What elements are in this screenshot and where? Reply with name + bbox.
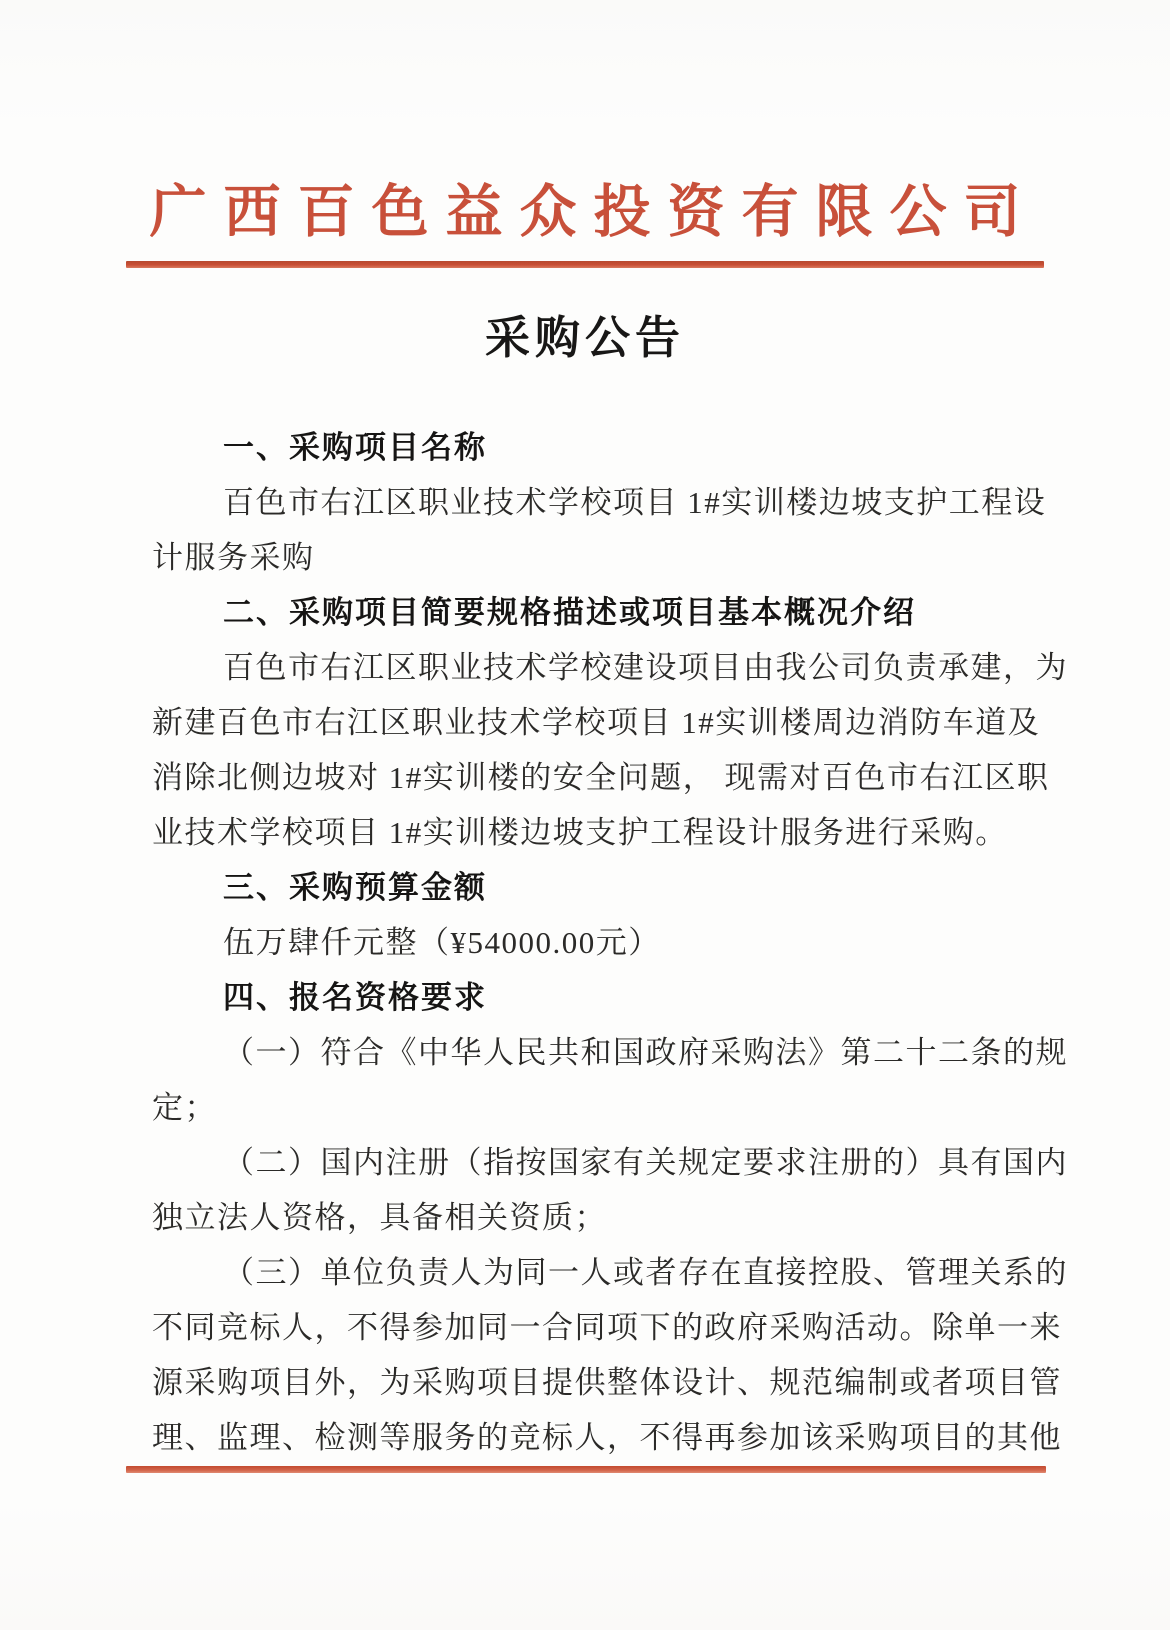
text-line: 定； [152, 1090, 217, 1125]
text-line: 百色市右江区职业技术学校项目 1#实训楼边坡支护工程设 [223, 485, 1047, 520]
letterhead-divider-rule [126, 261, 1044, 268]
section-heading: 二、采购项目简要规格描述或项目基本概况介绍 [223, 595, 916, 630]
text-line: 计服务采购 [152, 540, 315, 575]
company-name: 广西百色益众投资有限公司 [149, 181, 1038, 244]
document-body [152, 420, 1068, 1465]
text-line: 独立法人资格，具备相关资质； [152, 1200, 607, 1235]
footer-divider-rule [126, 1466, 1046, 1473]
text-line: 业技术学校项目 1#实训楼边坡支护工程设计服务进行采购。 [152, 815, 1008, 850]
letterhead [0, 0, 1170, 250]
section-heading: 一、采购项目名称 [223, 430, 487, 465]
text-line: 消除北侧边坡对 1#实训楼的安全问题， 现需对百色市右江区职 [152, 760, 1050, 795]
text-line: （三）单位负责人为同一人或者存在直接控股、管理关系的 [223, 1255, 1068, 1290]
text-line: 百色市右江区职业技术学校建设项目由我公司负责承建，为 [223, 650, 1068, 685]
text-line: 源采购项目外，为采购项目提供整体设计、规范编制或者项目管 [152, 1365, 1062, 1400]
text-line: 伍万肆仟元整（¥54000.00元） [223, 925, 661, 960]
section-heading: 四、报名资格要求 [223, 980, 487, 1015]
text-line: 新建百色市右江区职业技术学校项目 1#实训楼周边消防车道及 [152, 705, 1041, 740]
text-line: 理、监理、检测等服务的竞标人，不得再参加该采购项目的其他 [152, 1420, 1062, 1455]
text-line: （二）国内注册（指按国家有关规定要求注册的）具有国内 [223, 1145, 1068, 1180]
section-heading: 三、采购预算金额 [223, 870, 487, 905]
text-line: 不同竞标人，不得参加同一合同项下的政府采购活动。除单一来 [152, 1310, 1062, 1345]
document-title: 采购公告 [484, 313, 685, 363]
text-line: （一）符合《中华人民共和国政府采购法》第二十二条的规 [223, 1035, 1068, 1070]
